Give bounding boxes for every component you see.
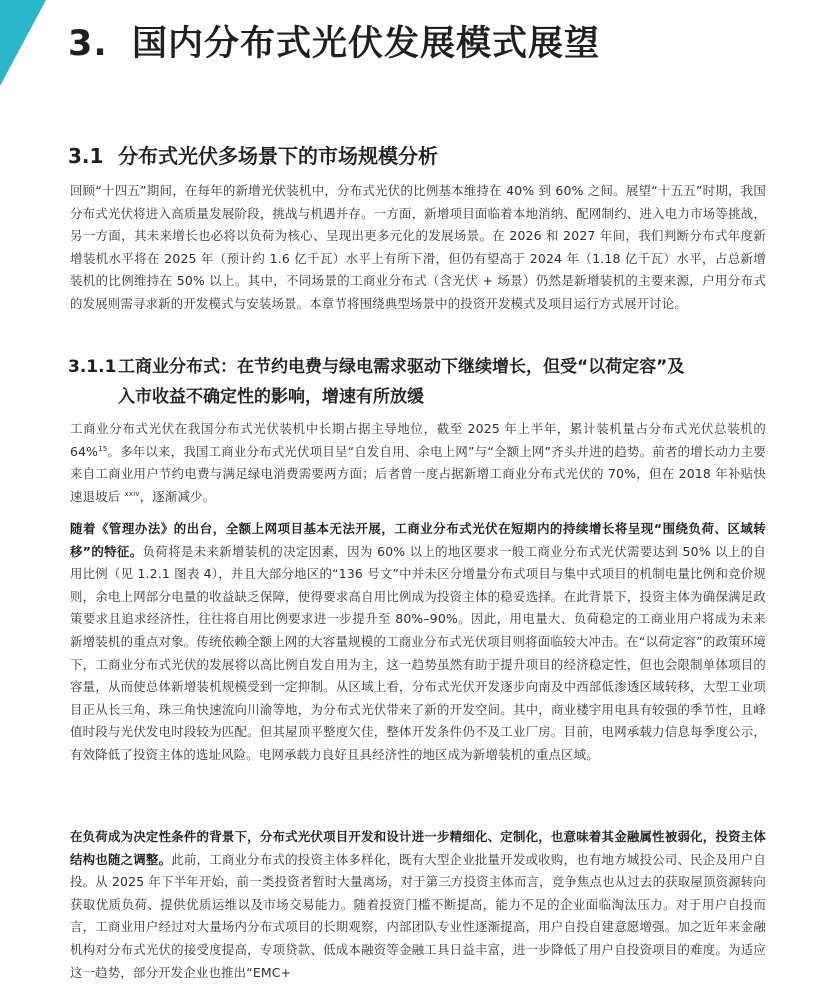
paragraph-text: 。多年以来，我国工商业分布式光伏项目呈“自发自用、余电上网”与“全额上网”齐头并进的趋势。前者的增长动力主要来自工商业用户节约电费与满足绿电消费需要两方面；后者曾一度占据新增工商业分布式光伏的 70%，但在 2018 年补贴快速退坡后 <box>70 443 766 504</box>
chapter-number: 3. <box>68 24 108 64</box>
subsection-number: 3.1.1 <box>68 357 117 377</box>
footnote-reference: 15 <box>98 444 108 453</box>
paragraph-investor-structure <box>70 826 766 984</box>
paragraph-text: ，逐渐减少。 <box>139 488 216 504</box>
subsection-heading <box>68 352 768 412</box>
section-title: 分布式光伏多场景下的市场规模分析 <box>118 144 438 168</box>
paragraph-lead-bold: 在负荷成为决定性条件的背景下，分布式光伏项目开发和设计进一步精细化、定制化，也意味着其金融属性被弱化，投资主体结构也随之调整。 <box>70 829 766 867</box>
chapter-heading <box>68 16 600 66</box>
paragraph-text: 负荷将是未来新增装机的决定因素，因为 60% 以上的地区要求一般工商业分布式光伏需要达到 50% 以上的自用比例（见 1.2.1 图表 4），并且大部分地区的“136 号文”中并未区分增量分布式项目与集中式项目的机制电量比例和竞价规则，余电上网部分电量的收益缺乏保障，使得要求高自用比例成为投资主体的稳妥选择。在此背景下，投资主体为确保满足政策要求且追求经济性，往往将自用比例要求进一步提升至 80%–90%。因此，用电量大、负荷稳定的工商业用户将成为未来新增装机的重点对象。传统依赖全额上网的大容量规模的工商业分布式光伏项目则将面临较大冲击。在“以荷定容”的政策环境下，工商业分布式光伏的发展将以高比例自发自用为主，这一趋势虽然有助于提升项目的经济稳定性，但也会限制单体项目的容量，从而使总体新增装机规模受到一定抑制。从区域上看，分布式光伏开发逐步向南及中西部低渗透区域转移，大型工业项目正从长三角、珠三角快速流向川渝等地，为分布式光伏带来了新的开发空间。其中，商业楼宇用电具有较强的季节性，且峰值时段与光伏发电时段较为匹配。但其屋顶平整度欠佳，整体开发条件仍不及工业厂房。目前，电网承载力信息每季度公示，有效降低了投资主体的选址风险。电网承载力良好且具经济性的地区成为新增装机的重点区域。 <box>70 543 767 762</box>
section-number: 3.1 <box>68 144 104 168</box>
paragraph-load-based-capacity <box>70 518 766 767</box>
intro-paragraph: 回顾“十四五”期间，在每年的新增光伏装机中，分布式光伏的比例基本维持在 40% 到 60% 之间。展望“十五五”时期，我国分布式光伏将进入高质量发展阶段，挑战与机遇并存。一方面，新增项目面临着本地消纳、配网制约、进入电力市场等挑战，另一方面，其未来增长也必将以负荷为核心、呈现出更多元化的发展场景。在 2026 和 2027 年间，我们判断分布式年度新增装机水平将在 2025 年（预计约 1.6 亿千瓦）水平上有所下滑，但仍有望高于 2024 年（1.18 亿千瓦）水平，占总新增装机的比例维持在 50% 以上。其中，不同场景的工商业分布式（含光伏 + 场景）仍然是新增装机的主要来源，户用分布式的发展则需寻求新的开发模式与安装场景。本章节将围绕典型场景中的投资开发模式及项目运行方式展开讨论。 <box>70 183 766 311</box>
subsection-title-line2: 入市收益不确定性的影响，增速有所放缓 <box>118 387 424 407</box>
paragraph-commercial-overview <box>70 418 766 508</box>
subsection-title-line1: 工商业分布式：在节约电费与绿电需求驱动下继续增长，但受“以荷定容”及 <box>118 357 685 377</box>
section-heading <box>68 140 438 169</box>
paragraph-lead-bold: 随着《管理办法》的出台，全额上网项目基本无法开展，工商业分布式光伏在短期内的持续增长将呈现“围绕负荷、区域转移”的特征。 <box>70 521 766 559</box>
paragraph-text: 工商业分布式光伏在我国分布式光伏装机中长期占据主导地位，截至 2025 年上半年，累计装机量占分布式光伏总装机的 64% <box>70 421 766 459</box>
corner-accent-shape <box>0 0 46 86</box>
endnote-reference: xxiv <box>124 489 140 498</box>
chapter-title: 国内分布式光伏发展模式展望 <box>132 24 601 64</box>
paragraph-text: 此前，工商业分布式的投资主体多样化，既有大型企业批量开发或收购，也有地方城投公司、民企及用户自投。从 2025 年下半年开始，前一类投资者暂时大量离场，对于第三方投资主体而言，竞争焦点也从过去的获取屋顶资源转向获取优质负荷、提供优质运维以及市场交易能力。随着投资门槛不断提高，能力不足的企业面临淘汰压力。对于用户自投而言，工商业用户经过对大量场内分布式项目的长期观察，内部团队专业性逐渐提高，用户自投自建意愿增强。加之近年来金融机构对分布式光伏的接受度提高，专项贷款、低成本融资等金融工具日益丰富，进一步降低了用户自投资项目的难度。为适应这一趋势，部分开发企业也推出“EMC+ <box>70 851 766 980</box>
